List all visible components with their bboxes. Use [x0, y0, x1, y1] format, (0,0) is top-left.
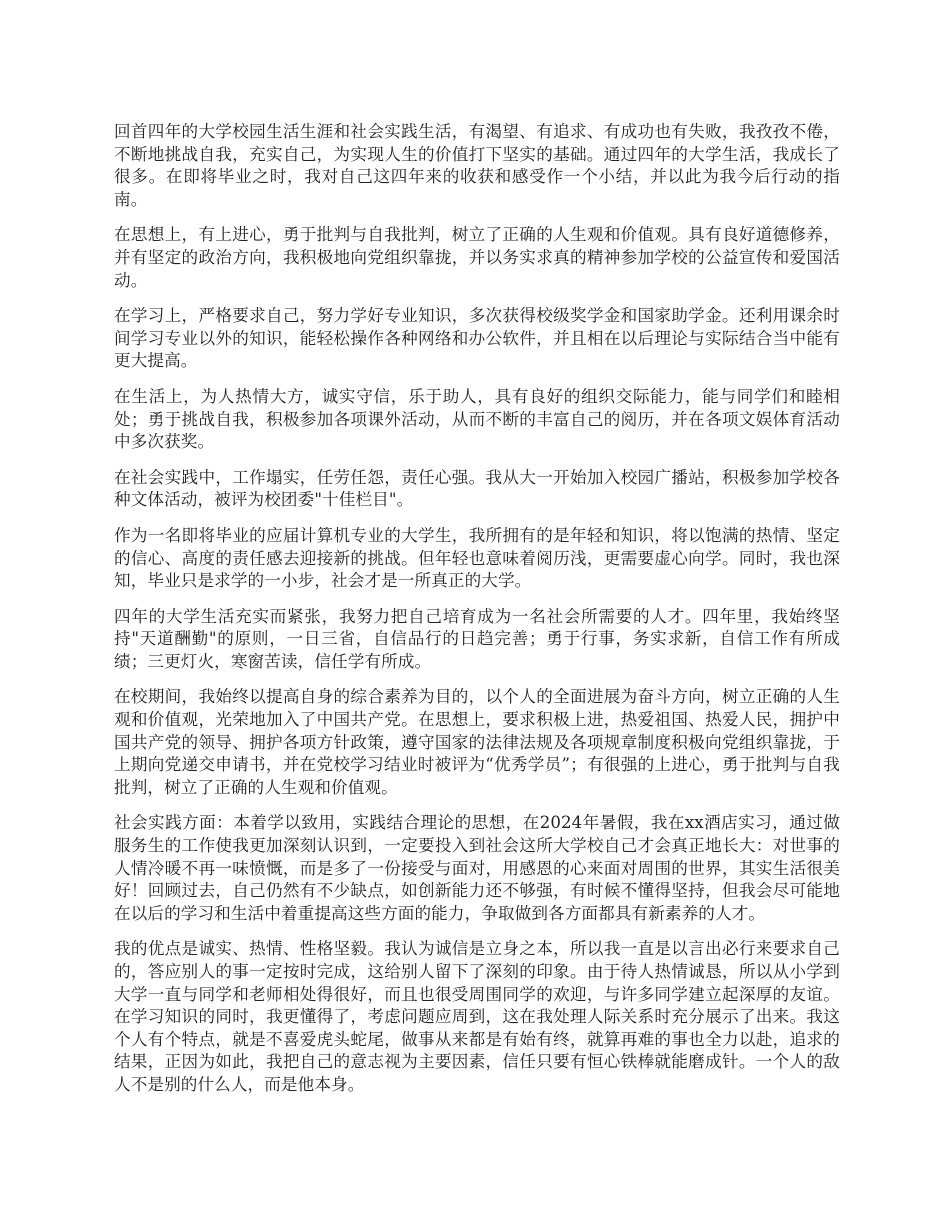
paragraph-four-years: 四年的大学生活充实而紧张，我努力把自己培育成为一名社会所需要的人才。四年里，我始终坚持"天道酬勤"的原则，一日三省，自信品行的日趋完善；勇于行事，务实求新，自信工作有所成绩；三更灯火，寒窗苦读，信任学有所成。 [114, 606, 840, 671]
paragraph-ideology: 在思想上，有上进心，勇于批判与自我批判，树立了正确的人生观和价值观。具有良好道德修养，并有坚定的政治方向，我积极地向党组织靠拢，并以务实求真的精神参加学校的公益宣传和爱国活动。 [114, 225, 840, 290]
paragraph-life: 在生活上，为人热情大方，诚实守信，乐于助人，具有良好的组织交际能力，能与同学们和睦相处；勇于挑战自我，积极参加各项课外活动，从而不断的丰富自己的阅历，并在各项文娱体育活动中多次获奖。 [114, 386, 840, 452]
paragraph-intro: 回首四年的大学校园生活生涯和社会实践生活，有渴望、有追求、有成功也有失败，我孜孜不倦，不断地挑战自我，充实自己，为实现人生的价值打下坚实的基础。通过四年的大学生活，我成长了很多。在即将毕业之时，我对自己这四年来的收获和感受作一个小结，并以此为我今后行动的指南。 [114, 122, 840, 209]
document-body [114, 121, 840, 1110]
paragraph-internship: 社会实践方面：本着学以致用，实践结合理论的思想，在2024年暑假，我在xx酒店实习，通过做服务生的工作使我更加深刻认识到，一定要投入到社会这所大学校自己才会真正地长大：对世事的人情冷暖不再一味愤慨，而是多了一份接受与面对，用感恩的心来面对周围的世界，其实生活很美好！回顾过去，自己仍然有不少缺点，如创新能力还不够强，有时候不懂得坚持，但我会尽可能地在以后的学习和生活中着重提高这些方面的能力，争取做到各方面都具有新素养的人才。 [114, 813, 840, 923]
paragraph-strengths: 我的优点是诚实、热情、性格坚毅。我认为诚信是立身之本，所以我一直是以言出必行来要求自己的，答应别人的事一定按时完成，这给别人留下了深刻的印象。由于待人热情诚恳，所以从小学到大学一直与同学和老师相处得很好，而且也很受周围同学的欢迎，与许多同学建立起深厚的友谊。在学习知识的同时，我更懂得了，考虑问题应周到，这在我处理人际关系时充分展示了出来。我这个人有个特点，就是不喜爱虎头蛇尾，做事从来都是有始有终，就算再难的事也全力以赴，追求的结果，正因为如此，我把自己的意志视为主要因素，信任只要有恒心铁棒就能磨成针。一个人的敌人不是别的什么人，而是他本身。 [114, 939, 840, 1094]
paragraph-graduate-outlook: 作为一名即将毕业的应届计算机专业的大学生，我所拥有的是年轻和知识，将以饱满的热情、坚定的信心、高度的责任感去迎接新的挑战。但年轻也意味着阅历浅，更需要虚心向学。同时，我也深知，毕业只是求学的一小步，社会才是一所真正的大学。 [114, 525, 840, 591]
paragraph-school-period: 在校期间，我始终以提高自身的综合素养为目的，以个人的全面进展为奋斗方向，树立正确的人生观和价值观，光荣地加入了中国共产党。在思想上，要求积极上进，热爱祖国、热爱人民，拥护中国共产党的领导、拥护各项方针政策，遵守国家的法律法规及各项规章制度积极向党组织靠拢，于上期向党递交申请书，并在党校学习结业时被评为“优秀学员”；有很强的上进心，勇于批判与自我批判，树立了正确的人生观和价值观。 [114, 687, 840, 797]
paragraph-social-practice: 在社会实践中，工作塌实，任劳任怨，责任心强。我从大一开始加入校园广播站，积极参加学校各种文体活动，被评为校团委"十佳栏目"。 [114, 467, 840, 510]
paragraph-study: 在学习上，严格要求自己，努力学好专业知识，多次获得校级奖学金和国家助学金。还利用课余时间学习专业以外的知识，能轻松操作各种网络和办公软件，并且相在以后理论与实际结合当中能有更大提高。 [114, 306, 840, 371]
